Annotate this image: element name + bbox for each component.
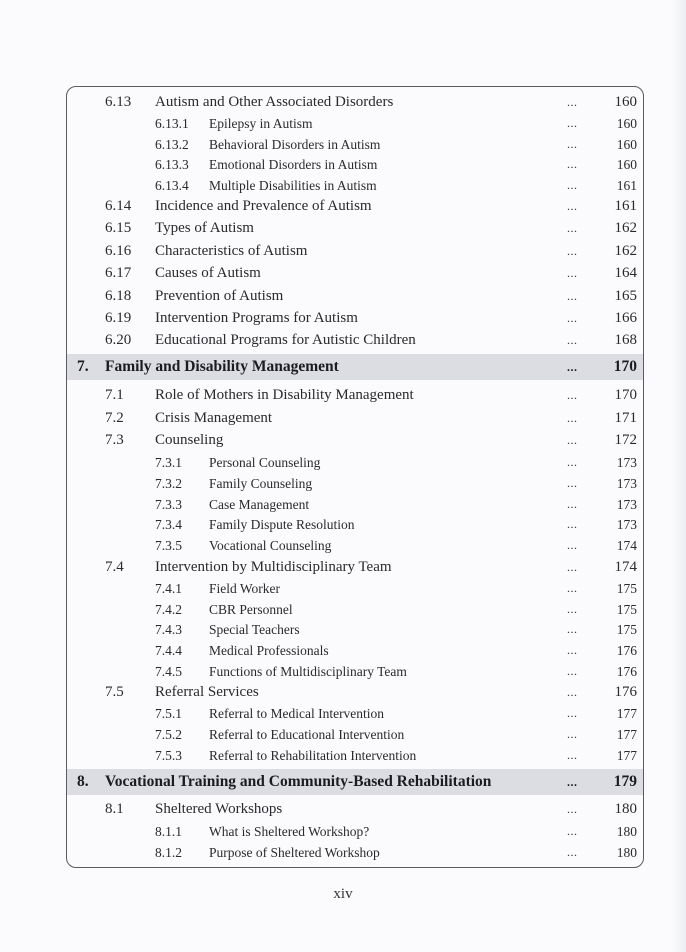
section-title: Personal Counseling — [209, 454, 321, 470]
section-number: 6.15 — [105, 220, 132, 236]
toc-chapter-row[interactable] — [67, 769, 643, 795]
page-ref: 171 — [614, 410, 637, 426]
toc-entry-row[interactable] — [67, 473, 643, 494]
section-title: Incidence and Prevalence of Autism — [155, 198, 372, 214]
toc-entry-row[interactable] — [67, 263, 643, 284]
toc-entry-row[interactable] — [67, 286, 643, 307]
toc-entry-row[interactable] — [67, 557, 643, 578]
leader-dots: ... — [567, 178, 578, 192]
toc-entry-row[interactable] — [67, 452, 643, 473]
page-ref: 173 — [616, 496, 637, 512]
toc-entry-row[interactable] — [67, 799, 643, 820]
leader-dots: ... — [567, 95, 578, 109]
toc-entry-row[interactable] — [67, 113, 643, 134]
toc-entry-row[interactable] — [67, 821, 643, 842]
section-title: Referral to Educational Intervention — [209, 726, 405, 742]
section-title: Sheltered Workshops — [155, 801, 283, 817]
section-number: 6.13 — [105, 94, 132, 110]
page-ref: 175 — [616, 580, 637, 596]
section-number: 7.4.1 — [155, 580, 182, 596]
toc-entry-row[interactable] — [67, 330, 643, 351]
toc-entry-row[interactable] — [67, 175, 643, 196]
leader-dots: ... — [567, 774, 578, 789]
section-title: Emotional Disorders in Autism — [209, 156, 378, 172]
page-ref: 180 — [616, 823, 637, 839]
page-ref: 175 — [616, 601, 637, 617]
section-number: 7.4 — [105, 559, 124, 575]
section-number: 6.20 — [105, 332, 132, 348]
section-number: 7. — [77, 358, 89, 375]
page-ref: 161 — [616, 177, 637, 193]
leader-dots: ... — [567, 244, 578, 258]
leader-dots: ... — [567, 664, 578, 678]
toc-entry-row[interactable] — [67, 218, 643, 239]
toc-entry-row[interactable] — [67, 745, 643, 766]
page-ref: 174 — [616, 537, 637, 553]
section-number: 7.4.5 — [155, 663, 182, 679]
page-ref: 170 — [613, 358, 637, 375]
section-number: 7.4.3 — [155, 621, 182, 637]
section-title: Medical Professionals — [209, 642, 329, 658]
section-title: Counseling — [155, 432, 224, 448]
section-title: Purpose of Sheltered Workshop — [209, 844, 380, 860]
section-title: Educational Programs for Autistic Children — [155, 332, 416, 348]
toc-entry-row[interactable] — [67, 134, 643, 155]
leader-dots: ... — [567, 802, 578, 816]
toc-entry-row[interactable] — [67, 430, 643, 451]
toc-entry-row[interactable] — [67, 578, 643, 599]
leader-dots: ... — [567, 116, 578, 130]
section-number: 8.1 — [105, 801, 124, 817]
section-number: 6.13.4 — [155, 177, 189, 193]
leader-dots: ... — [567, 289, 578, 303]
leader-dots: ... — [567, 706, 578, 720]
leader-dots: ... — [567, 333, 578, 347]
toc-entry-row[interactable] — [67, 535, 643, 556]
leader-dots: ... — [567, 221, 578, 235]
toc-entry-row[interactable] — [67, 724, 643, 745]
section-title: Autism and Other Associated Disorders — [155, 94, 394, 110]
page-ref: 176 — [616, 663, 637, 679]
section-title: What is Sheltered Workshop? — [209, 823, 370, 839]
toc-entry-row[interactable] — [67, 494, 643, 515]
section-title: Vocational Counseling — [209, 537, 332, 553]
section-title: Crisis Management — [155, 410, 273, 426]
toc-entry-row[interactable] — [67, 682, 643, 703]
section-number: 7.3.2 — [155, 475, 182, 491]
leader-dots: ... — [567, 538, 578, 552]
section-number: 7.2 — [105, 410, 124, 426]
section-title: Behavioral Disorders in Autism — [209, 136, 381, 152]
section-number: 6.18 — [105, 288, 132, 304]
section-title: Referral to Rehabilitation Intervention — [209, 747, 417, 763]
section-title: Prevention of Autism — [155, 288, 284, 304]
section-number: 7.1 — [105, 387, 124, 403]
section-number: 8. — [77, 773, 89, 790]
toc-entry-row[interactable] — [67, 842, 643, 863]
section-title: Intervention Programs for Autism — [155, 310, 358, 326]
page-ref: 170 — [614, 387, 637, 403]
section-title: Characteristics of Autism — [155, 243, 308, 259]
toc-entry-row[interactable] — [67, 703, 643, 724]
page-ref: 160 — [616, 136, 637, 152]
page-ref: 160 — [616, 156, 637, 172]
section-number: 7.3.3 — [155, 496, 182, 512]
page-ref: 173 — [616, 516, 637, 532]
section-title: Intervention by Multidisciplinary Team — [155, 559, 392, 575]
section-title: CBR Personnel — [209, 601, 293, 617]
section-title: Family Dispute Resolution — [209, 516, 355, 532]
section-number: 6.13.3 — [155, 156, 189, 172]
leader-dots: ... — [567, 199, 578, 213]
section-title: Family Counseling — [209, 475, 313, 491]
page-ref: 162 — [614, 220, 637, 236]
leader-dots: ... — [567, 266, 578, 280]
page-ref: 180 — [616, 844, 637, 860]
section-number: 8.1.2 — [155, 844, 182, 860]
page-ref: 160 — [616, 115, 637, 131]
page-ref: 166 — [614, 310, 637, 326]
page-ref: 176 — [616, 642, 637, 658]
page-ref: 172 — [614, 432, 637, 448]
toc-entry-row[interactable] — [67, 640, 643, 661]
toc-chapter-row[interactable] — [67, 354, 643, 380]
toc-entry-row[interactable] — [67, 154, 643, 175]
leader-dots: ... — [567, 685, 578, 699]
section-title: Referral Services — [155, 684, 259, 700]
section-number: 7.5.1 — [155, 705, 182, 721]
leader-dots: ... — [567, 157, 578, 171]
section-number: 7.4.4 — [155, 642, 182, 658]
section-number: 7.3.1 — [155, 454, 182, 470]
section-title: Types of Autism — [155, 220, 254, 236]
section-number: 7.3.5 — [155, 537, 182, 553]
leader-dots: ... — [567, 359, 578, 374]
page-ref: 180 — [614, 801, 637, 817]
toc-entry-row[interactable] — [67, 196, 643, 217]
leader-dots: ... — [567, 311, 578, 325]
section-title: Special Teachers — [209, 621, 300, 637]
toc-entry-row[interactable] — [67, 92, 643, 113]
page-ref: 177 — [616, 726, 637, 742]
page-ref: 177 — [616, 747, 637, 763]
page-ref: 160 — [614, 94, 637, 110]
leader-dots: ... — [567, 622, 578, 636]
section-number: 7.5.3 — [155, 747, 182, 763]
leader-dots: ... — [567, 476, 578, 490]
section-number: 7.4.2 — [155, 601, 182, 617]
section-number: 6.16 — [105, 243, 132, 259]
page-ref: 175 — [616, 621, 637, 637]
section-title: Field Worker — [209, 580, 281, 596]
section-title: Vocational Training and Community-Based Rehabilitation — [105, 773, 492, 790]
leader-dots: ... — [567, 845, 578, 859]
leader-dots: ... — [567, 388, 578, 402]
section-number: 7.3.4 — [155, 516, 182, 532]
leader-dots: ... — [567, 455, 578, 469]
leader-dots: ... — [567, 602, 578, 616]
toc-entry-row[interactable] — [67, 385, 643, 406]
page-ref: 165 — [614, 288, 637, 304]
leader-dots: ... — [567, 581, 578, 595]
toc-entry-row[interactable] — [67, 241, 643, 262]
leader-dots: ... — [567, 433, 578, 447]
section-number: 7.3 — [105, 432, 124, 448]
toc-entry-row[interactable] — [67, 619, 643, 640]
section-title: Referral to Medical Intervention — [209, 705, 385, 721]
section-number: 7.5 — [105, 684, 124, 700]
page-ref: 174 — [614, 559, 637, 575]
page-number: xiv — [333, 886, 353, 902]
toc-entry-row[interactable] — [67, 599, 643, 620]
section-number: 7.5.2 — [155, 726, 182, 742]
page-ref: 173 — [616, 475, 637, 491]
leader-dots: ... — [567, 137, 578, 151]
page-ref: 179 — [613, 773, 637, 790]
section-title: Multiple Disabilities in Autism — [209, 177, 377, 193]
page-ref: 162 — [614, 243, 637, 259]
section-number: 6.13.1 — [155, 115, 189, 131]
table-of-contents — [66, 86, 644, 868]
leader-dots: ... — [567, 497, 578, 511]
page-ref: 168 — [614, 332, 637, 348]
leader-dots: ... — [567, 824, 578, 838]
page-ref: 176 — [614, 684, 637, 700]
section-title: Functions of Multidisciplinary Team — [209, 663, 407, 679]
leader-dots: ... — [567, 560, 578, 574]
section-title: Role of Mothers in Disability Management — [155, 387, 414, 403]
leader-dots: ... — [567, 727, 578, 741]
leader-dots: ... — [567, 411, 578, 425]
section-number: 6.19 — [105, 310, 132, 326]
section-number: 8.1.1 — [155, 823, 182, 839]
page-ref: 164 — [614, 265, 637, 281]
leader-dots: ... — [567, 643, 578, 657]
section-number: 6.17 — [105, 265, 132, 281]
toc-entry-row[interactable] — [67, 408, 643, 429]
section-title: Causes of Autism — [155, 265, 261, 281]
leader-dots: ... — [567, 748, 578, 762]
page-ref: 177 — [616, 705, 637, 721]
page-ref: 161 — [614, 198, 637, 214]
section-title: Case Management — [209, 496, 310, 512]
page-edge-shadow — [672, 0, 686, 952]
page-ref: 173 — [616, 454, 637, 470]
section-title: Epilepsy in Autism — [209, 115, 313, 131]
section-title: Family and Disability Management — [105, 358, 339, 375]
section-number: 6.14 — [105, 198, 132, 214]
section-number: 6.13.2 — [155, 136, 189, 152]
toc-entry-row[interactable] — [67, 308, 643, 329]
toc-entry-row[interactable] — [67, 661, 643, 682]
toc-entry-row[interactable] — [67, 514, 643, 535]
leader-dots: ... — [567, 517, 578, 531]
